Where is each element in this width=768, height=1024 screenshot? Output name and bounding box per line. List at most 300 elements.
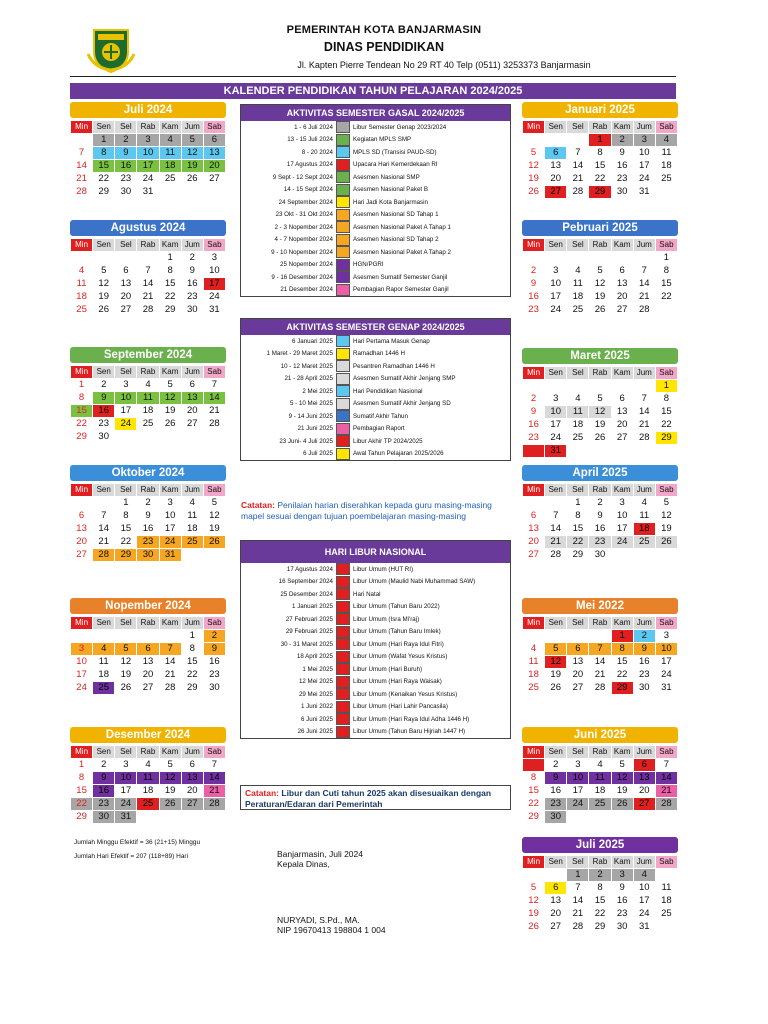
day-cell: 25 [137,798,159,811]
activity-desc: Libur Umum (Wafat Yesus Kristus) [353,653,448,661]
weekday-header: Jum [181,239,203,252]
day-cell: 21 [567,173,589,186]
day-cell: 11 [655,882,677,895]
day-cell: 28 [545,549,567,562]
day-cell: 23 [523,304,545,317]
weekday-header: Sen [93,746,115,759]
day-cell: 23 [115,173,137,186]
weekday-header: Kam [159,746,181,759]
day-cell: 13 [611,406,633,419]
day-cell: 9 [523,278,545,291]
day-cell: 26 [203,536,225,549]
day-cell: 10 [655,643,677,656]
day-cell: 4 [633,869,655,882]
day-cell: 7 [567,147,589,160]
day-cell: 12 [159,772,181,785]
signature-role: Kepala Dinas, [277,859,330,869]
day-cell: 17 [159,523,181,536]
day-cell: 28 [567,921,589,934]
weekday-header: Rab [589,856,611,869]
day-cell: 24 [567,798,589,811]
day-cell: 7 [567,882,589,895]
day-cell: 13 [137,656,159,669]
weekday-header: Sab [655,121,677,134]
day-cell: 24 [203,291,225,304]
calendar-left-2 [70,347,226,444]
day-cell: 29 [589,921,611,934]
day-cell: 26 [589,432,611,445]
color-swatch [336,435,350,447]
weekday-header: Jum [633,746,655,759]
day-cell [545,252,567,265]
day-cell: 11 [137,772,159,785]
weekday-header: Sen [93,617,115,630]
day-cell: 7 [203,759,225,772]
weekday-header: Sen [93,121,115,134]
day-cell: 5 [589,393,611,406]
day-cell [181,549,203,562]
day-cell [71,134,93,147]
weekday-header: Sab [655,617,677,630]
activity-date: 10 - 12 Maret 2025 [280,362,333,370]
day-cell: 24 [633,173,655,186]
weekday-header: Min [523,121,545,134]
day-cell: 3 [115,379,137,392]
activity-date: 9 - 16 Desember 2024 [271,273,333,281]
weekday-header: Rab [137,484,159,497]
weekday-header: Sel [567,239,589,252]
day-cell: 23 [611,908,633,921]
day-cell: 6 [545,147,567,160]
day-cell: 9 [633,643,655,656]
weekday-header: Sel [567,367,589,380]
calendar-left-4 [70,598,226,695]
weekday-header: Kam [159,484,181,497]
weekday-header: Rab [137,366,159,379]
day-cell: 24 [159,536,181,549]
weekday-header: Sel [567,617,589,630]
day-cell: 13 [71,523,93,536]
day-cell: 3 [545,393,567,406]
day-cell: 14 [203,392,225,405]
day-cell: 18 [633,523,655,536]
day-cell: 1 [655,380,677,393]
day-cell: 8 [523,772,545,785]
month-title: Agustus 2024 [70,220,226,236]
weekday-header: Min [523,367,545,380]
day-cell: 7 [203,379,225,392]
day-cell [611,252,633,265]
color-swatch [336,385,350,397]
activity-desc: Libur Umum (Tahun Baru 2022) [353,603,440,611]
weekday-header: Kam [611,121,633,134]
day-cell: 14 [567,160,589,173]
day-cell: 15 [567,523,589,536]
day-cell: 5 [545,643,567,656]
day-cell: 27 [633,798,655,811]
day-cell: 29 [655,432,677,445]
day-cell: 4 [523,643,545,656]
day-cell: 1 [71,759,93,772]
day-cell: 26 [655,536,677,549]
weekday-header: Min [523,484,545,497]
day-cell: 30 [589,549,611,562]
day-cell: 28 [633,432,655,445]
catatan2-label: Catatan: [245,788,280,798]
month-title: Pebruari 2025 [522,220,678,236]
day-cell: 29 [181,682,203,695]
day-cell: 19 [523,908,545,921]
activity-date: 21 - 28 April 2025 [284,375,333,383]
day-cell: 16 [633,656,655,669]
activity-row [241,651,510,664]
activity-desc: Libur Semester Genap 2023/2024 [353,123,447,131]
day-cell: 23 [633,669,655,682]
day-cell [93,497,115,510]
day-cell [611,380,633,393]
catatan-libur [240,785,511,810]
day-cell: 14 [567,895,589,908]
color-swatch [336,246,350,258]
day-cell: 17 [115,405,137,418]
day-cell [655,445,677,458]
day-cell: 3 [71,643,93,656]
weekday-header: Kam [159,121,181,134]
weekday-header: Rab [137,121,159,134]
day-cell: 27 [203,173,225,186]
day-cell: 6 [567,643,589,656]
activity-date: 17 Agustus 2024 [286,565,333,573]
month-title: Mei 2022 [522,598,678,614]
day-cell: 2 [545,759,567,772]
day-cell: 1 [655,252,677,265]
day-cell: 2 [115,134,137,147]
day-cell: 3 [159,497,181,510]
day-cell: 11 [137,392,159,405]
day-cell: 8 [181,643,203,656]
activity-desc: Libur Umum (Hari Raya Waisak) [353,678,442,686]
genap-title: AKTIVITAS SEMESTER GENAP 2024/2025 [241,319,510,335]
color-swatch [336,234,350,246]
day-cell: 6 [611,265,633,278]
signature-name: NURYADI, S.Pd., MA. [277,915,360,925]
day-cell: 8 [115,510,137,523]
day-cell [545,630,567,643]
activity-desc: Pesantren Ramadhan 1446 H [353,362,435,370]
catatan-text: Penilaian harian diserahkan kepada guru masing-masing mapel sesuai dengan tujuan poembelajaran masing-masing [241,500,492,521]
weekday-header: Sab [203,121,225,134]
effective-days: Jumlah Hari Efektif = 207 (118+89) Hari [74,853,189,860]
activity-date: 29 Mei 2025 [298,690,333,698]
color-swatch [336,271,350,283]
activity-desc: Hari Pertama Masuk Genap [353,337,430,345]
weekday-header: Sab [203,239,225,252]
day-cell [567,134,589,147]
day-cell [655,811,677,824]
day-cell: 11 [655,147,677,160]
day-cell: 2 [93,759,115,772]
day-cell: 20 [115,291,137,304]
calendar-right-0 [522,102,678,199]
day-cell: 18 [137,785,159,798]
activity-row [241,563,510,576]
color-swatch [336,284,350,296]
activity-desc: Ramadhan 1446 H [353,350,405,358]
day-cell: 28 [589,682,611,695]
activity-row [241,663,510,676]
day-cell: 25 [589,798,611,811]
day-cell: 8 [655,393,677,406]
weekday-header: Min [523,746,545,759]
activity-row [241,676,510,689]
day-cell: 4 [633,497,655,510]
day-cell [567,252,589,265]
month-title: April 2025 [522,465,678,481]
day-cell: 30 [93,811,115,824]
weekday-header: Sab [655,484,677,497]
weekday-header: Sen [545,367,567,380]
day-cell: 20 [567,669,589,682]
day-cell: 11 [633,510,655,523]
day-cell: 23 [545,798,567,811]
day-cell: 29 [71,431,93,444]
day-cell: 18 [567,419,589,432]
weekday-header: Min [523,239,545,252]
color-swatch [336,398,350,410]
day-cell: 1 [589,134,611,147]
day-cell: 8 [567,510,589,523]
activity-date: 1 Mei 2025 [302,665,333,673]
day-cell: 12 [523,160,545,173]
header-line2: DINAS PENDIDIKAN [323,40,445,54]
day-cell: 2 [589,869,611,882]
activity-row [241,373,510,386]
color-swatch [336,576,350,588]
weekday-header: Rab [137,746,159,759]
catatan-penilaian [241,500,516,522]
day-cell [115,630,137,643]
day-cell: 26 [159,418,181,431]
weekday-header: Rab [589,484,611,497]
activity-date: 2 Mei 2025 [302,387,333,395]
day-cell: 24 [137,173,159,186]
weekday-header: Rab [137,239,159,252]
day-cell [567,380,589,393]
day-cell: 7 [633,265,655,278]
day-cell: 11 [567,278,589,291]
day-cell: 25 [181,536,203,549]
day-cell: 27 [611,304,633,317]
day-cell [71,497,93,510]
day-cell: 1 [567,497,589,510]
activity-row [241,184,510,197]
day-cell: 18 [567,291,589,304]
day-cell: 12 [203,510,225,523]
weekday-header: Min [71,239,93,252]
activity-desc: Upacara Hari Kemerdekaan RI [353,161,438,169]
day-cell: 10 [567,772,589,785]
activity-row [241,246,510,259]
weekday-header: Kam [611,617,633,630]
day-cell: 30 [115,186,137,199]
activity-date: 1 Januari 2025 [292,603,333,611]
activity-desc: HGN/PGRI [353,261,384,269]
day-cell: 14 [137,278,159,291]
activity-date: 27 Februari 2025 [285,615,333,623]
day-cell: 14 [203,772,225,785]
activity-date: 25 Nopember 2024 [280,261,333,269]
day-cell: 13 [545,895,567,908]
page-title: KALENDER PENDIDIKAN TAHUN PELAJARAN 2024/2025 [70,83,676,99]
day-cell [523,497,545,510]
day-cell: 22 [567,536,589,549]
month-title: Juli 2024 [70,102,226,118]
day-cell [159,186,181,199]
color-swatch [336,701,350,713]
activity-date: 14 - 15 Sept 2024 [283,186,333,194]
day-cell: 27 [545,921,567,934]
day-cell: 16 [137,523,159,536]
weekday-header: Jum [181,617,203,630]
day-cell [545,869,567,882]
day-cell: 20 [71,536,93,549]
day-cell: 20 [137,669,159,682]
day-cell: 5 [159,379,181,392]
effective-summary [74,836,244,864]
day-cell: 19 [181,160,203,173]
day-cell [611,549,633,562]
activity-desc: Libur Umum (Hari Lahir Pancasila) [353,703,448,711]
activity-desc: Asesmen Nasional Paket A Tahap 1 [353,223,451,231]
day-cell: 19 [655,523,677,536]
day-cell: 13 [115,278,137,291]
weekday-header: Kam [159,366,181,379]
activity-date: 13 - 15 Juli 2024 [287,136,333,144]
day-cell: 7 [589,643,611,656]
day-cell: 31 [633,186,655,199]
activity-row [241,146,510,159]
day-cell: 9 [181,265,203,278]
activity-row [241,159,510,172]
day-cell: 24 [115,798,137,811]
day-cell: 13 [181,772,203,785]
month-title: Juni 2025 [522,727,678,743]
day-cell: 15 [159,278,181,291]
day-cell: 22 [589,908,611,921]
day-cell: 12 [523,895,545,908]
day-cell: 21 [655,785,677,798]
day-cell: 28 [71,186,93,199]
day-cell: 22 [115,536,137,549]
day-cell [523,252,545,265]
day-cell: 30 [203,682,225,695]
color-swatch [336,373,350,385]
day-cell [611,445,633,458]
day-cell: 29 [589,186,611,199]
day-cell: 22 [93,173,115,186]
day-cell [545,497,567,510]
weekday-header: Sen [93,484,115,497]
day-cell: 20 [611,291,633,304]
day-cell: 30 [611,921,633,934]
activity-row [241,435,510,448]
activity-desc: Hari Pendidikan Nasional [353,387,423,395]
color-swatch [336,613,350,625]
weekday-header: Sab [655,856,677,869]
color-swatch [336,563,350,575]
day-cell: 29 [71,811,93,824]
day-cell: 14 [633,406,655,419]
catatan-label: Catatan: [241,500,276,510]
day-cell: 23 [93,418,115,431]
weekday-header: Sen [545,746,567,759]
color-swatch [336,196,350,208]
day-cell: 3 [115,759,137,772]
color-swatch [336,713,350,725]
weekday-header: Sab [655,239,677,252]
day-cell: 8 [611,643,633,656]
day-cell: 12 [589,278,611,291]
signature-nip: NIP 19670413 198804 1 004 [277,925,386,935]
day-cell [589,811,611,824]
activity-row [241,601,510,614]
day-cell: 8 [159,265,181,278]
day-cell: 5 [115,643,137,656]
weekday-header: Sen [545,484,567,497]
month-title: September 2024 [70,347,226,363]
day-cell: 9 [545,772,567,785]
day-cell: 10 [115,772,137,785]
day-cell: 26 [523,921,545,934]
day-cell: 6 [523,510,545,523]
day-cell [633,549,655,562]
day-cell: 18 [71,291,93,304]
weekday-header: Sab [203,746,225,759]
day-cell: 21 [203,405,225,418]
activity-date: 6 Juli 2025 [303,450,333,458]
calendar-right-2 [522,348,678,458]
day-cell [159,811,181,824]
day-cell: 5 [203,497,225,510]
calendar-right-1 [522,220,678,317]
day-cell: 25 [71,304,93,317]
day-cell: 11 [71,278,93,291]
day-cell [523,630,545,643]
activity-row [241,209,510,222]
day-cell [545,134,567,147]
day-cell: 4 [589,759,611,772]
activity-desc: Libur Umum (Isra Mi'raj) [353,615,420,623]
activity-row [241,448,510,461]
activity-row [241,423,510,436]
day-cell: 24 [71,682,93,695]
day-cell: 11 [181,510,203,523]
day-cell: 10 [203,265,225,278]
day-cell: 23 [181,291,203,304]
day-cell: 17 [633,895,655,908]
day-cell: 7 [71,147,93,160]
weekday-header: Jum [181,366,203,379]
day-cell [633,445,655,458]
activity-desc: Libur Umum (Hari Raya Idul Fitri) [353,640,444,648]
day-cell: 17 [115,785,137,798]
weekday-header: Sen [545,239,567,252]
day-cell: 15 [71,405,93,418]
day-cell [115,431,137,444]
day-cell: 27 [545,186,567,199]
day-cell: 15 [523,785,545,798]
color-swatch [336,259,350,271]
